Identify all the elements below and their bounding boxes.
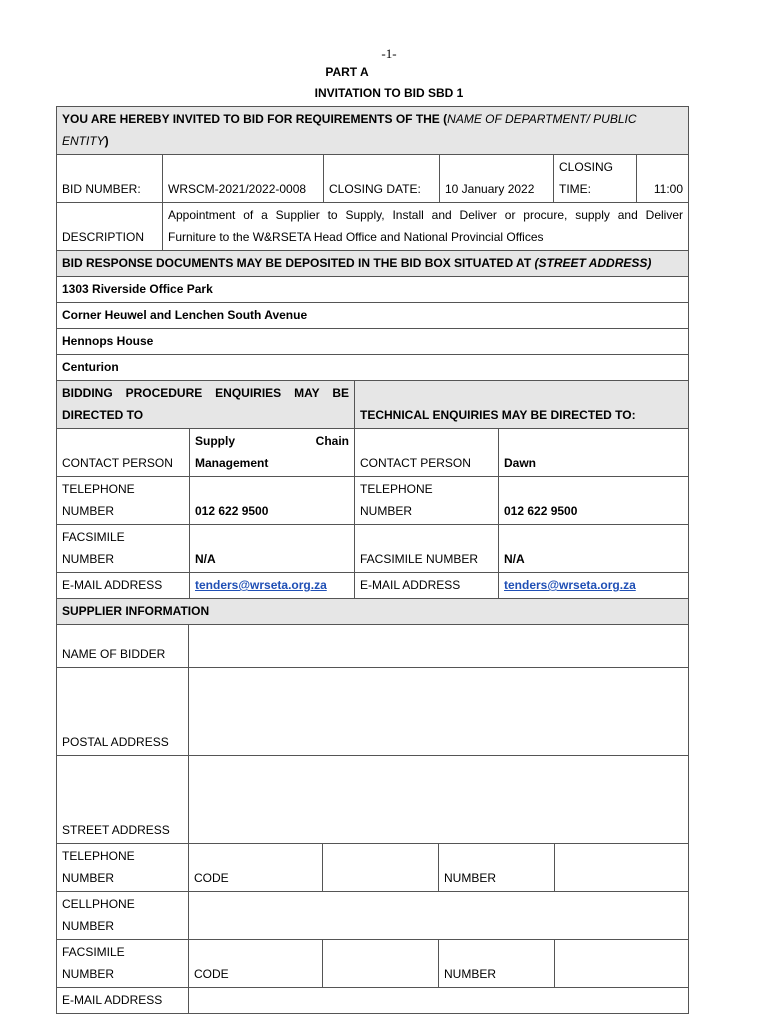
contact-person-label: CONTACT PERSON (57, 429, 190, 477)
deposit-address-line: Centurion (57, 355, 689, 381)
cellphone-input[interactable] (189, 892, 689, 940)
description-value: Appointment of a Supplier to Supply, Install and Deliver or procure, supply and Deliver Furniture to the W&RSETA Head Office and National Provincial Offices (163, 203, 689, 251)
supplier-fax-label: FACSIMILE NUMBER (57, 940, 189, 988)
contact-person-label: CONTACT PERSON (355, 429, 499, 477)
telephone-label: TELEPHONE NUMBER (57, 477, 190, 525)
fax-label: FACSIMILE NUMBER (355, 525, 499, 573)
page-number: -1- (381, 46, 397, 61)
supplier-heading: SUPPLIER INFORMATION (57, 599, 689, 625)
enquiries-table (56, 380, 689, 599)
supplier-email-label: E-MAIL ADDRESS (57, 988, 189, 1014)
email-technical-link[interactable]: tenders@wrseta.org.za (504, 578, 636, 592)
email-label: E-MAIL ADDRESS (355, 573, 499, 599)
closing-time-value: 11:00 (637, 155, 689, 203)
deposit-address-line: Corner Heuwel and Lenchen South Avenue (57, 303, 689, 329)
telephone-code-label: CODE (189, 844, 323, 892)
fax-technical: N/A (499, 525, 689, 573)
closing-date-value: 10 January 2022 (440, 155, 554, 203)
bidder-name-label: NAME OF BIDDER (57, 625, 189, 668)
form-title: INVITATION TO BID SBD 1 (314, 86, 464, 100)
bidding-enquiries-heading: BIDDING PROCEDURE ENQUIRIES MAY BE DIRECTED TO (57, 381, 355, 429)
contact-person-bidding: Supply Chain Management (190, 429, 355, 477)
cellphone-label: CELLPHONE NUMBER (57, 892, 189, 940)
bid-number-value: WRSCM-2021/2022-0008 (163, 155, 324, 203)
telephone-bidding: 012 622 9500 (190, 477, 355, 525)
fax-number-label: NUMBER (439, 940, 555, 988)
email-bidding-link[interactable]: tenders@wrseta.org.za (195, 578, 327, 592)
bid-number-label: BID NUMBER: (57, 155, 163, 203)
telephone-number-label: NUMBER (439, 844, 555, 892)
supplier-telephone-label: TELEPHONE NUMBER (57, 844, 189, 892)
email-bidding[interactable] (190, 573, 355, 599)
deposit-heading: BID RESPONSE DOCUMENTS MAY BE DEPOSITED IN THE BID BOX SITUATED AT (STREET ADDRESS) (57, 251, 689, 277)
street-address-input[interactable] (189, 756, 689, 844)
fax-code-input[interactable] (323, 940, 439, 988)
telephone-technical: 012 622 9500 (499, 477, 689, 525)
email-technical[interactable] (499, 573, 689, 599)
fax-code-label: CODE (189, 940, 323, 988)
fax-label: FACSIMILE NUMBER (57, 525, 190, 573)
description-label: DESCRIPTION (57, 203, 163, 251)
bid-form (56, 106, 688, 1014)
supplier-table (56, 598, 689, 1014)
bid-details-table (56, 106, 689, 381)
postal-address-input[interactable] (189, 668, 689, 756)
closing-date-label: CLOSING DATE: (324, 155, 440, 203)
email-label: E-MAIL ADDRESS (57, 573, 190, 599)
telephone-label: TELEPHONE NUMBER (355, 477, 499, 525)
street-address-label: STREET ADDRESS (57, 756, 189, 844)
part-label: PART A (325, 65, 369, 79)
invite-heading: YOU ARE HEREBY INVITED TO BID FOR REQUIREMENTS OF THE (NAME OF DEPARTMENT/ PUBLIC ENTITY) (57, 107, 689, 155)
supplier-email-input[interactable] (189, 988, 689, 1014)
fax-bidding: N/A (190, 525, 355, 573)
technical-enquiries-heading: TECHNICAL ENQUIRIES MAY BE DIRECTED TO: (355, 381, 689, 429)
telephone-code-input[interactable] (323, 844, 439, 892)
postal-address-label: POSTAL ADDRESS (57, 668, 189, 756)
contact-person-technical: Dawn (499, 429, 689, 477)
deposit-address-line: 1303 Riverside Office Park (57, 277, 689, 303)
closing-time-label: CLOSING TIME: (554, 155, 637, 203)
telephone-number-input[interactable] (555, 844, 689, 892)
bidder-name-input[interactable] (189, 625, 689, 668)
fax-number-input[interactable] (555, 940, 689, 988)
deposit-address-line: Hennops House (57, 329, 689, 355)
